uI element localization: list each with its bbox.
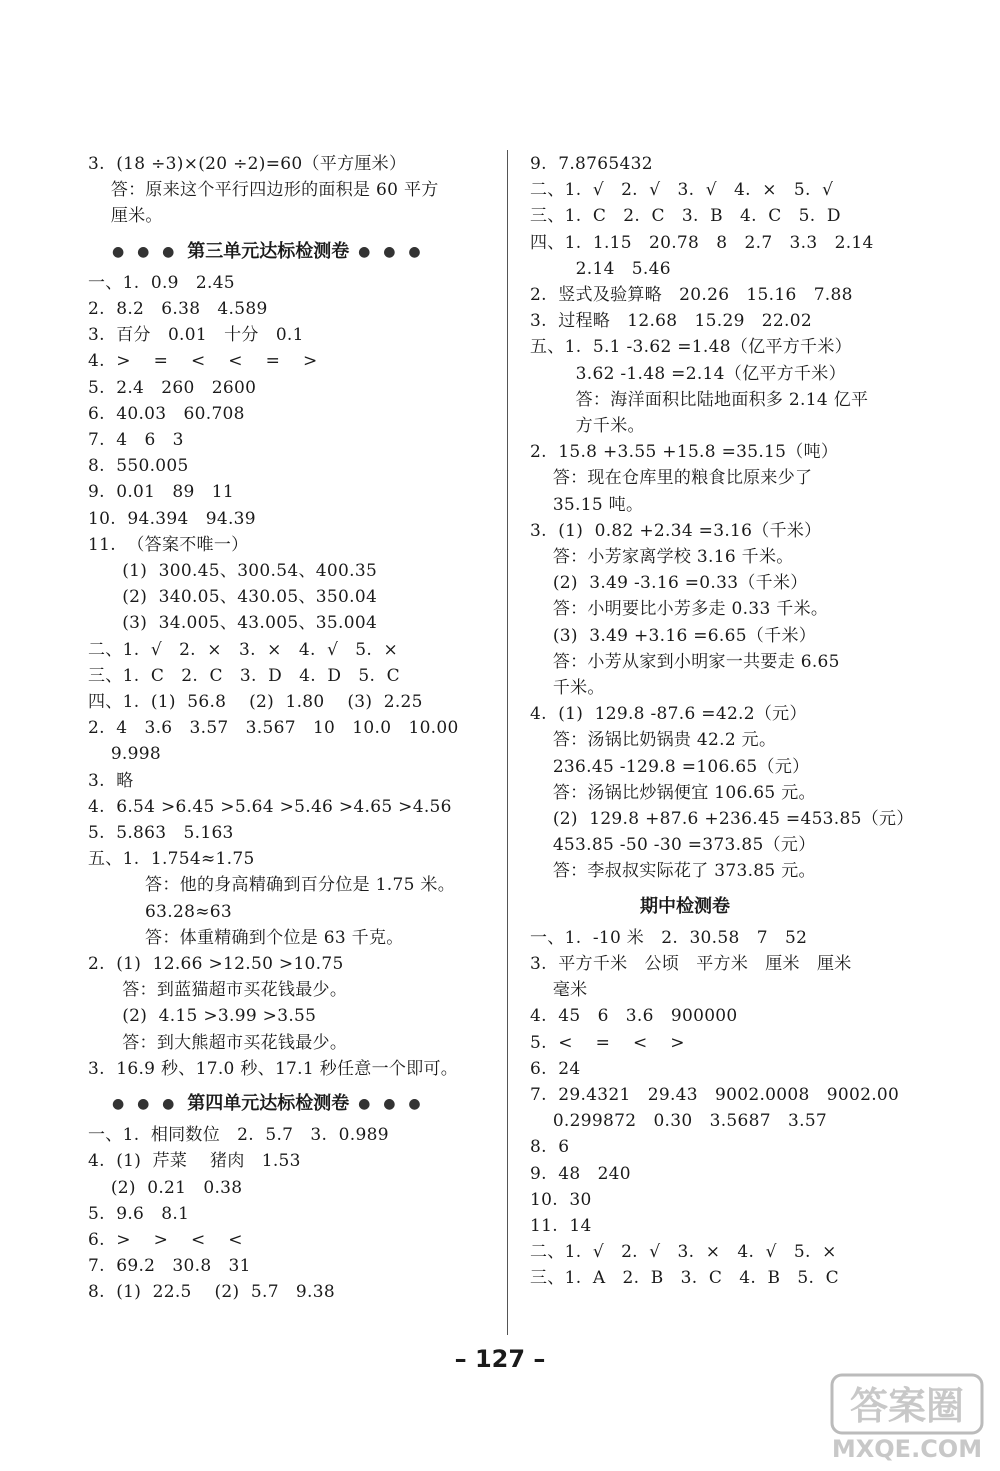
watermark-logo-icon [822,1365,992,1465]
answer-line: 五、1. 1.754≈1.75 [88,849,255,870]
answer-line: (3) 34.005、43.005、35.004 [88,613,378,634]
answer-line: 答：小明要比小芳多走 0.33 千米。 [530,599,829,620]
answer-line: 一、1. 相同数位 2. 5.7 3. 0.989 [88,1125,389,1146]
answer-line: (2) 129.8 +87.6 +236.45 =453.85（元） [530,809,914,829]
answer-line: 3. 过程略 12.68 15.29 22.02 [530,311,812,332]
answer-line: (2) 4.15 >3.99 >3.55 [88,1006,317,1027]
answer-line: 2. (1) 12.66 >12.50 >10.75 [88,954,344,974]
svg-text:MXQE.COM: MXQE.COM [831,1435,983,1463]
answer-line: 35.15 吨。 [530,494,644,515]
answer-line: 8. 6 [530,1137,570,1158]
answer-line: 4. > = < < = > [88,351,318,372]
answer-line: 二、1. √ 2. √ 3. √ 4. × 5. √ [530,180,834,201]
answer-line: 答：到大熊超市买花钱最少。 [88,1032,348,1053]
answer-line: 3. 平方千米 公顷 平方米 厘米 厘米 [530,954,852,974]
answer-line: 5. 9.6 8.1 [88,1203,190,1224]
answer-line: 8. (1) 22.5 (2) 5.7 9.38 [88,1282,335,1303]
answer-line: 6. > > < < [88,1230,243,1250]
section-heading [112,1092,425,1116]
answer-line: 4. 45 6 3.6 900000 [530,1006,738,1027]
answer-line: 答：小芳从家到小明家一共要走 6.65 [530,651,840,672]
answer-line: 3. (18 ÷3)×(20 ÷2)=60（平方厘米） [88,154,407,174]
column-divider [507,150,508,1335]
answer-line: 5. < = < > [530,1032,685,1053]
answer-line: 2. 15.8 +3.55 +15.8 =35.15（吨） [530,442,839,463]
answer-line: 4. (1) 129.8 -87.6 =42.2（元） [530,704,807,725]
section-heading [112,240,425,264]
answer-line: 答：汤锅比奶锅贵 42.2 元。 [530,730,777,751]
answer-line: 一、1. -10 米 2. 30.58 7 52 [530,927,808,948]
answer-line: 7. 69.2 30.8 31 [88,1256,251,1277]
answer-line: 3. 百分 0.01 十分 0.1 [88,325,304,346]
answer-line: 11. （答案不唯一） [88,534,249,555]
answer-line: 11. 14 [530,1216,592,1236]
answer-line: 10. 94.394 94.39 [88,508,256,529]
answer-line: 答：他的身高精确到百分位是 1.75 米。 [88,875,455,896]
answer-line: 9. 7.8765432 [530,154,653,174]
answer-line: 答：小芳家离学校 3.16 千米。 [530,547,794,567]
answer-line: 7. 4 6 3 [88,430,184,450]
heading-dots-icon: ● ● ● [349,243,425,260]
heading-dots-icon: ● ● ● [349,1096,425,1112]
answer-line: 8. 550.005 [88,456,189,477]
answer-line: 2. 竖式及验算略 20.26 15.16 7.88 [530,285,853,305]
answer-line: 2. 4 3.6 3.57 3.567 10 10.0 10.00 [88,718,459,739]
answer-line: 5. 5.863 5.163 [88,823,234,843]
answer-line: 6. 24 [530,1058,581,1079]
answer-line: 四、1. 1.15 20.78 8 2.7 3.3 2.14 [530,232,874,253]
answer-line: 千米。 [530,678,605,698]
answer-line: 三、1. C 2. C 3. B 4. C 5. D [530,206,841,227]
section-heading [640,895,730,919]
answer-line: 236.45 -129.8 =106.65（元） [530,756,810,777]
answer-line: (1) 300.45、300.54、400.35 [88,561,378,581]
page-number: – 127 – [454,1345,546,1373]
section-heading-text: 第三单元达标检测卷 [187,240,350,262]
answer-line: 答：现在仓库里的粮食比原来少了 [530,468,813,489]
answer-line: 2. 8.2 6.38 4.589 [88,299,268,319]
section-heading-text: 期中检测卷 [640,895,730,917]
watermark-logo [822,1365,992,1465]
answer-line: 3. 略 [88,770,134,791]
answer-line: 3. 16.9 秒、17.0 秒、17.1 秒任意一个即可。 [88,1058,459,1079]
answer-line: 9. 48 240 [530,1163,631,1184]
answer-line: 答：汤锅比炒锅便宜 106.65 元。 [530,782,816,803]
answer-line: 9. 0.01 89 11 [88,482,234,503]
answer-line: 三、1. A 2. B 3. C 4. B 5. C [530,1268,839,1289]
answer-line: 7. 29.4321 29.43 9002.0008 9002.00 [530,1085,900,1105]
answer-line: 4. (1) 芹菜 猪肉 1.53 [88,1151,301,1172]
answer-line: 厘米。 [88,206,163,227]
answer-line: 方千米。 [530,416,645,436]
answer-line: 答：李叔叔实际花了 373.85 元。 [530,861,816,882]
answer-line: 5. 2.4 260 2600 [88,377,257,398]
answer-line: 9.998 [88,744,161,765]
answer-line: 二、1. √ 2. × 3. × 4. √ 5. × [88,639,399,660]
answer-line: 10. 30 [530,1189,592,1210]
answer-line: 答：原来这个平行四边形的面积是 60 平方 [88,180,439,201]
answer-line: 4. 6.54 >6.45 >5.64 >5.46 >4.65 >4.56 [88,796,452,817]
answer-line: 3.62 -1.48 =2.14（亿平方千米） [530,363,846,384]
answer-line: 6. 40.03 60.708 [88,403,245,424]
answer-line: 二、1. √ 2. √ 3. × 4. √ 5. × [530,1242,837,1263]
answer-line: (2) 3.49 -3.16 =0.33（千米） [530,573,808,594]
answer-line: 四、1. (1) 56.8 (2) 1.80 (3) 2.25 [88,692,423,712]
answer-line: 毫米 [530,980,588,1001]
answer-line: 63.28≈63 [88,901,232,922]
heading-dots-icon: ● ● ● [112,1096,188,1112]
answer-line: (3) 3.49 +3.16 =6.65（千米） [530,625,817,646]
answer-line: 三、1. C 2. C 3. D 4. D 5. C [88,665,400,686]
answer-line: 2.14 5.46 [530,258,671,279]
answer-line: 答：体重精确到个位是 63 千克。 [88,927,404,948]
answer-line: 453.85 -50 -30 =373.85（元） [530,835,816,856]
answer-line: 3. (1) 0.82 +2.34 =3.16（千米） [530,520,822,541]
answer-line: 五、1. 5.1 -3.62 =1.48（亿平方千米） [530,337,852,358]
answer-line: 答：海洋面积比陆地面积多 2.14 亿平 [530,389,869,410]
answer-line: 0.299872 0.30 3.5687 3.57 [530,1111,828,1132]
answer-line: 答：到蓝猫超市买花钱最少。 [88,980,348,1001]
heading-dots-icon: ● ● ● [112,243,188,260]
answer-line: (2) 340.05、430.05、350.04 [88,587,378,608]
answer-line: 一、1. 0.9 2.45 [88,272,235,293]
svg-text:答案圈: 答案圈 [849,1384,965,1428]
answer-line: (2) 0.21 0.38 [88,1177,243,1198]
section-heading-text: 第四单元达标检测卷 [187,1093,350,1114]
